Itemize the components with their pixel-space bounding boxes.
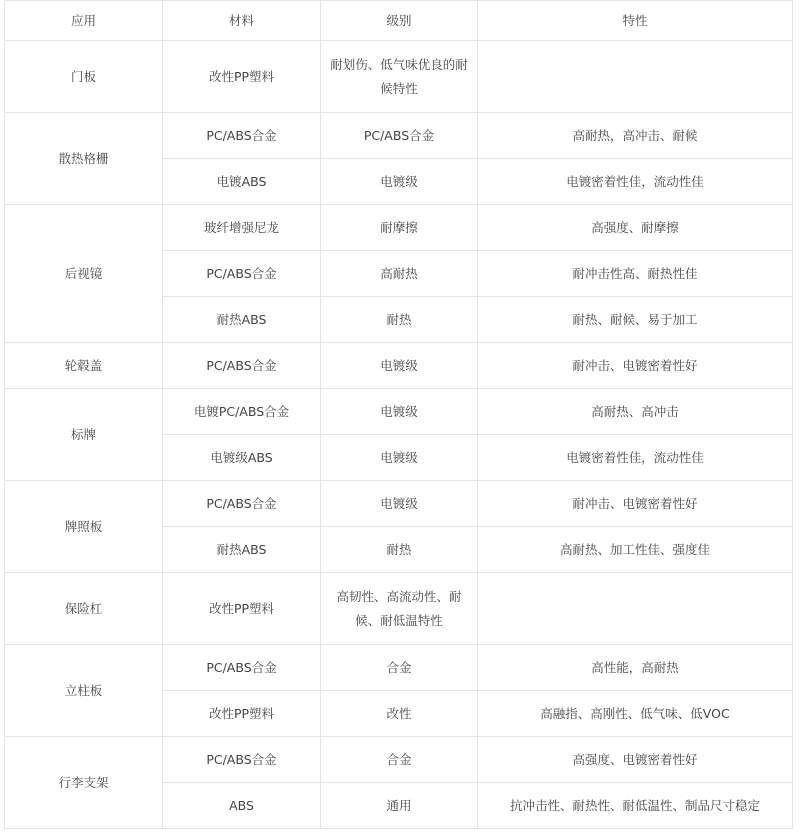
grade-cell: 耐摩擦 — [321, 205, 478, 251]
material-cell: ABS — [163, 783, 321, 829]
properties-cell — [478, 41, 793, 113]
material-cell: PC/ABS合金 — [163, 481, 321, 527]
header-grade: 级别 — [321, 1, 478, 41]
material-cell: 改性PP塑料 — [163, 691, 321, 737]
grade-cell: 电镀级 — [321, 389, 478, 435]
table-row — [5, 737, 793, 783]
material-cell: 电镀ABS — [163, 159, 321, 205]
application-cell: 保险杠 — [5, 573, 163, 645]
grade-cell: 耐划伤、低气味优良的耐候特性 — [321, 41, 478, 113]
application-cell: 散热格栅 — [5, 113, 163, 205]
material-cell: PC/ABS合金 — [163, 113, 321, 159]
grade-cell: 高耐热 — [321, 251, 478, 297]
grade-cell: 电镀级 — [321, 435, 478, 481]
material-cell: 玻纤增强尼龙 — [163, 205, 321, 251]
material-cell: PC/ABS合金 — [163, 343, 321, 389]
properties-cell: 电镀密着性佳，流动性佳 — [478, 435, 793, 481]
material-cell: 改性PP塑料 — [163, 573, 321, 645]
table-row — [5, 205, 793, 251]
grade-cell: 电镀级 — [321, 159, 478, 205]
table-row — [5, 645, 793, 691]
header-row — [5, 1, 793, 41]
grade-cell: 耐热 — [321, 297, 478, 343]
properties-cell: 耐冲击、电镀密着性好 — [478, 343, 793, 389]
properties-cell: 耐热、耐候、易于加工 — [478, 297, 793, 343]
header-application: 应用 — [5, 1, 163, 41]
header-properties: 特性 — [478, 1, 793, 41]
table-row — [5, 481, 793, 527]
table-row — [5, 113, 793, 159]
application-cell: 立柱板 — [5, 645, 163, 737]
material-cell: PC/ABS合金 — [163, 645, 321, 691]
grade-cell: 改性 — [321, 691, 478, 737]
materials-table — [4, 0, 793, 829]
properties-cell — [478, 573, 793, 645]
application-cell: 牌照板 — [5, 481, 163, 573]
table-row — [5, 389, 793, 435]
properties-cell: 高性能，高耐热 — [478, 645, 793, 691]
properties-cell: 高耐热，高冲击、耐候 — [478, 113, 793, 159]
material-cell: 电镀级ABS — [163, 435, 321, 481]
properties-cell: 高耐热、高冲击 — [478, 389, 793, 435]
properties-cell: 高强度、电镀密着性好 — [478, 737, 793, 783]
properties-cell: 高融指、高刚性、低气味、低VOC — [478, 691, 793, 737]
table-row — [5, 343, 793, 389]
grade-cell: PC/ABS合金 — [321, 113, 478, 159]
material-cell: 耐热ABS — [163, 527, 321, 573]
application-cell: 行李支架 — [5, 737, 163, 829]
header-material: 材料 — [163, 1, 321, 41]
material-cell: 耐热ABS — [163, 297, 321, 343]
properties-cell: 高强度、耐摩擦 — [478, 205, 793, 251]
grade-cell: 电镀级 — [321, 343, 478, 389]
table-row — [5, 41, 793, 113]
grade-cell: 合金 — [321, 737, 478, 783]
material-cell: 改性PP塑料 — [163, 41, 321, 113]
application-cell: 门板 — [5, 41, 163, 113]
grade-cell: 电镀级 — [321, 481, 478, 527]
grade-cell: 高韧性、高流动性、耐候、耐低温特性 — [321, 573, 478, 645]
material-cell: 电镀PC/ABS合金 — [163, 389, 321, 435]
properties-cell: 电镀密着性佳，流动性佳 — [478, 159, 793, 205]
table-row — [5, 573, 793, 645]
application-cell: 轮毂盖 — [5, 343, 163, 389]
properties-cell: 抗冲击性、耐热性、耐低温性、制品尺寸稳定 — [478, 783, 793, 829]
properties-cell: 耐冲击、电镀密着性好 — [478, 481, 793, 527]
application-cell: 后视镜 — [5, 205, 163, 343]
grade-cell: 通用 — [321, 783, 478, 829]
properties-cell: 高耐热、加工性佳、强度佳 — [478, 527, 793, 573]
grade-cell: 耐热 — [321, 527, 478, 573]
material-cell: PC/ABS合金 — [163, 251, 321, 297]
material-cell: PC/ABS合金 — [163, 737, 321, 783]
properties-cell: 耐冲击性高、耐热性佳 — [478, 251, 793, 297]
grade-cell: 合金 — [321, 645, 478, 691]
application-cell: 标牌 — [5, 389, 163, 481]
